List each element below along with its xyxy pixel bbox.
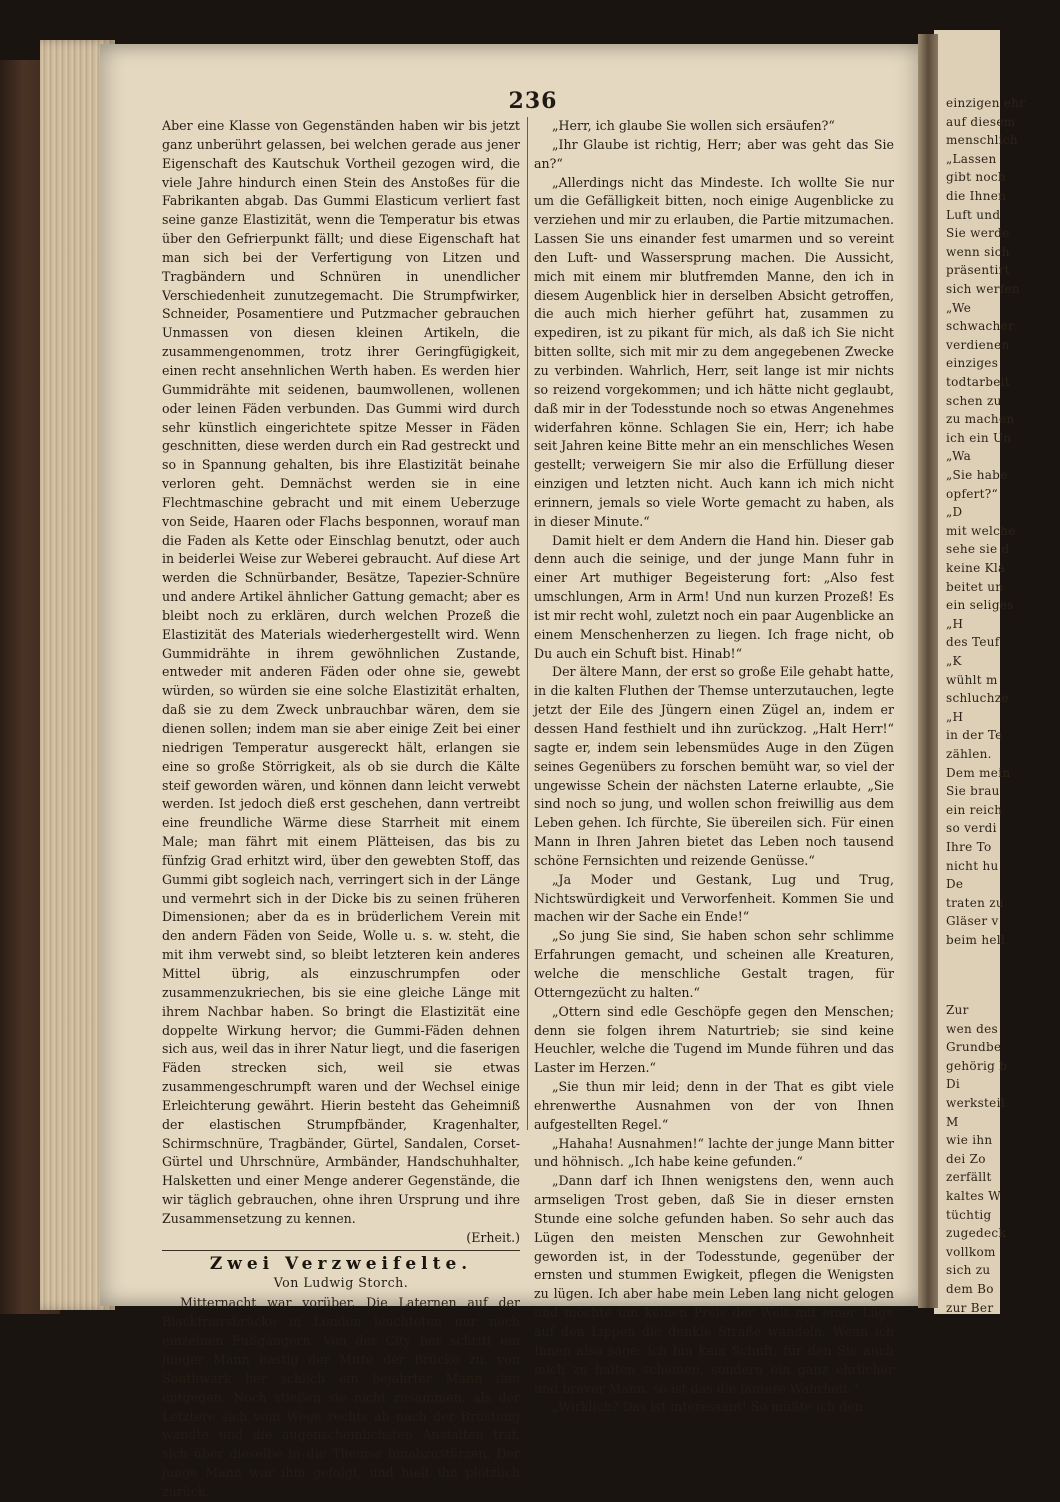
- next-page-line: wühlt m: [946, 672, 998, 687]
- next-page-line: vollkom: [946, 1244, 996, 1259]
- next-page-line: sich werfen: [946, 282, 1020, 296]
- next-page-line: werksteil: [946, 1096, 1005, 1110]
- next-page-line: „We: [946, 300, 972, 315]
- next-page-line: opfert?“: [946, 486, 998, 501]
- next-page-line: sehe sie d: [946, 542, 1010, 557]
- next-page-line: Grundbe: [946, 1040, 1002, 1055]
- next-page-line: Dem mein: [946, 765, 1011, 780]
- next-page-line: gehörig b: [946, 1058, 1008, 1073]
- next-page-line: keine Kla: [946, 561, 1006, 575]
- next-page-line: zu machen: [946, 412, 1015, 427]
- story-byline: Von Ludwig Storch.: [273, 1274, 409, 1290]
- next-page-line: dem Bo: [946, 1282, 994, 1296]
- next-page-line: zur Ber: [946, 1300, 994, 1315]
- dialogue-paragraph: „Allerdings nicht das Mindeste. Ich wollte Sie nur um die Gefälligkeit bitten, noch einige Augenblicke zu verziehen und mir zu erlauben, die Partie mitzumachen. Lassen Sie uns einander fest umarmen und so vereint den Luft- und Wassersprung machen. Die Aussicht, mich mit einem mir blutfremden Manne, den ich in diesem Augenblick hier in derselben Absicht getroffen, die auch mich hierher geführt hat, zusammen zu expediren, ist zu pikant für mich, als daß ich Sie nicht bitten sollte, sich mit mir zu dem angegebenen Zwecke zu verbinden. Wahrlich, Herr, seit lange ist mir nichts so reizend vorgekommen; und ich hätte nicht geglaubt, daß mir in der Todesstunde noch so etwas Angenehmes widerfahren könne. Schlagen Sie ein, Herr; ich habe seit Jahren keine Bitte mehr an ein menschliches Wesen gestellt; verweigern Sie mir also die Erfüllung dieser einzigen und letzten nicht. Auch kann ich mich nicht erinnern, jemals so viele Worte gemacht zu haben, als in dieser Minute.“: [534, 174, 894, 529]
- next-page-line: Luft und: [946, 207, 1001, 222]
- dialogue-paragraph: „Sie thun mir leid; denn in der That es gibt viele ehrenwerthe Ausnahmen von der von Ihnen aufgestellten Regel.“: [534, 1079, 894, 1132]
- next-page-line: Di: [946, 1077, 961, 1092]
- next-page-line: schluchze: [946, 691, 1009, 706]
- next-page-line: schwacher: [946, 319, 1015, 334]
- dialogue-paragraph: „Ottern sind edle Geschöpfe gegen den Menschen; denn sie folgen ihrem Naturtrieb; sie sind keine Heuchler, welche die Tugend im Munde führen und das Laster im Herzen.“: [534, 1003, 894, 1076]
- next-page-line: Sie werde: [946, 226, 1010, 241]
- next-page-line: gibt noch: [946, 170, 1006, 185]
- dialogue-paragraph: „Ihr Glaube ist richtig, Herr; aber was geht das Sie an?“: [534, 136, 894, 171]
- dialogue-paragraph: „Hahaha! Ausnahmen!“ lachte der junge Mann bitter und höhnisch. „Ich habe keine gefunden.“: [534, 1135, 894, 1170]
- next-page-line: beim hell: [946, 933, 1006, 947]
- next-page-line: zerfällt: [946, 1170, 992, 1185]
- next-page-line: dei Zo: [946, 1151, 986, 1166]
- next-page-line: „H: [946, 709, 964, 724]
- next-page-line: menschlich: [946, 133, 1018, 148]
- next-page-line: präsentirt: [946, 263, 1010, 278]
- right-column: [534, 117, 894, 1417]
- next-page-line: so verdi: [946, 821, 997, 836]
- next-page-line: Sie brau: [946, 784, 1000, 799]
- next-page-line: „K: [946, 654, 962, 668]
- next-page-line: ein seliges: [946, 598, 1014, 613]
- article-paragraph: Aber eine Klasse von Gegenständen haben wir bis jetzt ganz unberührt gelassen, bei welchen gerade aus jener Eigenschaft des Kautschuk Vortheil gezogen wird, die viele Jahre hindurch einen Stein des Anstoßes für die Fabrikanten abgab. Das Gummi Elasticum verliert fast seine ganze Elastizität, wenn die Temperatur bis etwas über den Gefrierpunkt fällt; und diese Eigenschaft hat man sich bei der Verfertigung von Litzen und Tragbändern und Schnüren in unendlicher Verschiedenheit zunutzegemacht. Die Strumpfwirker, Schneider, Posamentiere und Putzmacher gebrauchen Unmassen von diesen kleinen Artikeln, die zusammengenommen, trotz ihrer Geringfügigkeit, einen recht ansehnlichen Werth haben. Es werden hier Gummidrähte mit seidenen, baumwollenen, wollenen oder leinen Fäden verbunden. Das Gummi wird durch sehr künstlich eingerichtete spitze Messer in Fäden geschnitten, diese werden durch ein Rad gestreckt und so in Spannung gehalten, bis ihre Elastizität beinahe verloren geht. Demnächst werden sie in eine Flechtmaschine gebracht und mit einem Ueberzuge von Seide, Haaren oder Flachs besponnen, worauf man die Faden als Kette oder Einschlag benutzt, oder auch in beiderlei Weise zur Weberei gebraucht. Auf diese Art werden die Schnürbander, Besätze, Tapezier-Schnüre und andere Artikel ähnlicher Gattung gemacht; aber es bleibt noch zu erklären, durch welchen Prozeß die Elastizität des Materials wiederhergestellt wird. Wenn Gummidrähte in ihrem gewöhnlichen Zustande, entweder mit anderen Fäden oder ohne sie, gewebt würden, so würden sie eine solche Elastizität erhalten, daß sie zu dem Zweck unbrauchbar wären, dem sie dienen sollen; indem man sie aber einige Zeit bei einer niedrigen Temperatur ausgereckt hält, erlangen sie eine so große Störrigkeit, als ob sie durch die Kälte steif geworden wären, und können dann leicht verwebt werden. Ist jedoch dieß erst geschehen, dann vertreibt eine freundliche Wärme diese Starrheit mit einem Male; man fährt mit einem Plätteisen, das bis zu fünfzig Grad erhitzt wird, über den gewebten Stoff, das Gummi gibt sogleich nach, verringert sich in der Länge und vermehrt sich in der Dicke bis zu seinen früheren Dimensionen; aber da es in brüderlichem Verein mit den andern Fäden von Seide, Wolle u. s. w. steht, die mit ihm verwebt sind, so bleibt letzteren kein anderes Mittel übrig, als einzuschrumpfen oder zusammenzukriechen, bis sie eine gleiche Länge mit ihrem Nachbar haben. So bringt die Elastizität eine doppelte Wirkung hervor; die Gummi-Fäden dehnen sich aus, weil das in ihrer Natur liegt, und die faserigen Fäden strecken sich, weil sie etwas zusammengeschrumpft waren und der Wechsel einige Erleichterung gewährt. Hierin besteht das Geheimniß der elastischen Strumpfbänder, Kragenhalter, Schirmschnüre, Tragbänder, Gürtel, Sandalen, Corset-Gürtel und Uhrschnüre, Armbänder, Handschuhhalter, Halsketten und einer Menge anderer Gegenstände, die wir täglich gebrauchen, ohne ihren Ursprung und ihre Zusammensetzung zu kennen.: [162, 118, 520, 1226]
- next-page-line: mit welche: [946, 523, 1016, 538]
- next-page-line: die Ihnen: [946, 189, 1007, 203]
- next-page-line: einziges: [946, 356, 999, 371]
- dialogue-paragraph: Damit hielt er dem Andern die Hand hin. Dieser gab denn auch die seinige, und der junge Mann fuhr in einer Art muthiger Begeisterung fort: „Also fest umschlungen, Arm in Arm! Und nun kurzen Prozeß! Es ist mir recht wohl, zuletzt noch ein paar Augenblicke an einem Menschenherzen zu liegen. Ich frage nicht, ob Du auch ein Schuft bist. Hinab!“: [534, 532, 894, 661]
- next-page-line: schen zu: [946, 393, 1002, 408]
- next-page-fragment: [934, 30, 1026, 1315]
- next-page-line: nicht hu: [946, 858, 999, 873]
- next-page-line: des Teuf: [946, 635, 1000, 650]
- dialogue-paragraph: „Dann darf ich Ihnen wenigstens den, wenn auch armseligen Trost geben, daß Sie in dieser ernsten Stunde eine solche gefunden haben. So sehr auch das Lügen den meisten Menschen zur Gewohnheit geworden ist, in der Todesstunde, gegenüber der ernsten und stummen Ewigkeit, pflegen die Wenigsten zu lügen. Ich aber habe mein Leben lang nicht gelogen und möchte um keinen Preis der Welt mit einer Lüge auf den Lippen die dunkle Straße wandeln. Wenn ich Ihnen also sage: ich bin kein Schuft, für den Sie auch mich zu halten scheinen, sondern ein ganz ehrlicher und braver Mann, so ist das die lautere Wahrheit.“: [534, 1173, 894, 1396]
- next-page-line: ein reich: [946, 802, 1003, 817]
- column-divider: [527, 117, 528, 1130]
- next-page-line: wen des: [946, 1021, 998, 1036]
- next-page-line: in der Te: [946, 728, 1003, 743]
- dialogue-paragraph: Der ältere Mann, der erst so große Eile gehabt hatte, in die kalten Fluthen der Themse unterzutauchen, legte jetzt der Eile des Jüngern einen Zügel an, indem er dessen Hand festhielt und ihn zurückzog. „Halt Herr!“ sagte er, indem sein lebensmüdes Auge in den Zügen seines Gegenübers zu forschen bemüht war, so viel der ungewisse Schein der nächsten Laterne erlaubte, „Sie sind noch so jung, und wollen schon freiwillig aus dem Leben gehen. Ich fürchte, Sie übereilen sich. Für einen Mann in Ihren Jahren bietet das Leben noch tausend schöne Fernsichten und reizende Genüsse.“: [534, 664, 895, 868]
- story-paragraph: Mitternacht war vorüber. Die Laternen auf der Blackfriarsbrücke in London leuchteten nur noch einzelnen Fußgängern. Von der City her schritt ein junger Mann hastig der Mitte der Brücke zu, von Southwark her schlich ein bejahrter Mann ihm entgegen. Noch stießen sie nicht zusammen, als der Letztere sich vom Wege rechts ab nach der Brüstung wandte und die augenscheinlichsten Anstalten traf, sich über dieselbe in die Themse hinabzustürzen. Der junge Mann war ihm gefolgt, und hielt ihn plötzlich zurück.: [162, 1295, 520, 1499]
- next-page-line: ich ein Un: [946, 430, 1012, 445]
- dialogue-paragraph: „Wirklich? Das ist interessant! So müßte ich den: [552, 1399, 863, 1415]
- next-page-line: Zur: [946, 1003, 969, 1017]
- article-signature-line: [162, 1229, 520, 1248]
- next-page-line: verdienen: [946, 337, 1010, 352]
- next-page-line: „Lassen: [946, 151, 997, 166]
- dialogue-paragraph: „So jung Sie sind, Sie haben schon sehr schlimme Erfahrungen gemacht, und scheinen alle Kreaturen, welche die menschliche Gestalt tragen, für Otterngezücht zu halten.“: [534, 928, 894, 1000]
- next-page-line: Ihre To: [946, 840, 992, 854]
- article-signature: (Erheit.): [466, 1229, 520, 1245]
- next-page-line: todtarbeit: [946, 375, 1010, 389]
- next-page-line: tüchtig: [946, 1207, 992, 1222]
- next-page-line: „H: [946, 616, 964, 631]
- next-page-line: „Wa: [946, 449, 972, 464]
- next-page-line: M: [946, 1114, 959, 1129]
- next-page-line: wie ihn: [946, 1133, 993, 1148]
- next-page-line: traten zu: [946, 895, 1004, 910]
- dialogue-paragraph: „Ja Moder und Gestank, Lug und Trug, Nichtswürdigkeit und Verworfenheit. Kommen Sie und machen wir der Sache ein Ende!“: [534, 871, 894, 925]
- next-page-line: „Sie habe: [946, 468, 1008, 482]
- book-gutter: [918, 34, 938, 1308]
- next-page-line: beitet un: [946, 579, 1004, 594]
- next-page-line: wenn sich: [946, 244, 1010, 259]
- left-column: [162, 117, 520, 1502]
- story-title: Zwei Verzweifelte.: [209, 1253, 473, 1274]
- section-rule: [162, 1250, 520, 1251]
- next-page-line: sich zu: [946, 1263, 991, 1278]
- next-page-line: De: [946, 877, 964, 892]
- next-page-line: zählen.: [946, 747, 992, 761]
- next-page-line: „D: [946, 505, 963, 520]
- next-page-line: kaltes W: [946, 1189, 1001, 1203]
- next-page-line: zugedeck: [946, 1226, 1007, 1241]
- next-page-line: Gläser v: [946, 914, 999, 929]
- next-page-line: einzigen ehr: [946, 96, 1026, 110]
- next-page-line: auf diesem: [946, 114, 1016, 129]
- dialogue-paragraph: „Herr, ich glaube Sie wollen sich ersäufen?“: [552, 118, 835, 133]
- page-number: 236: [508, 88, 558, 114]
